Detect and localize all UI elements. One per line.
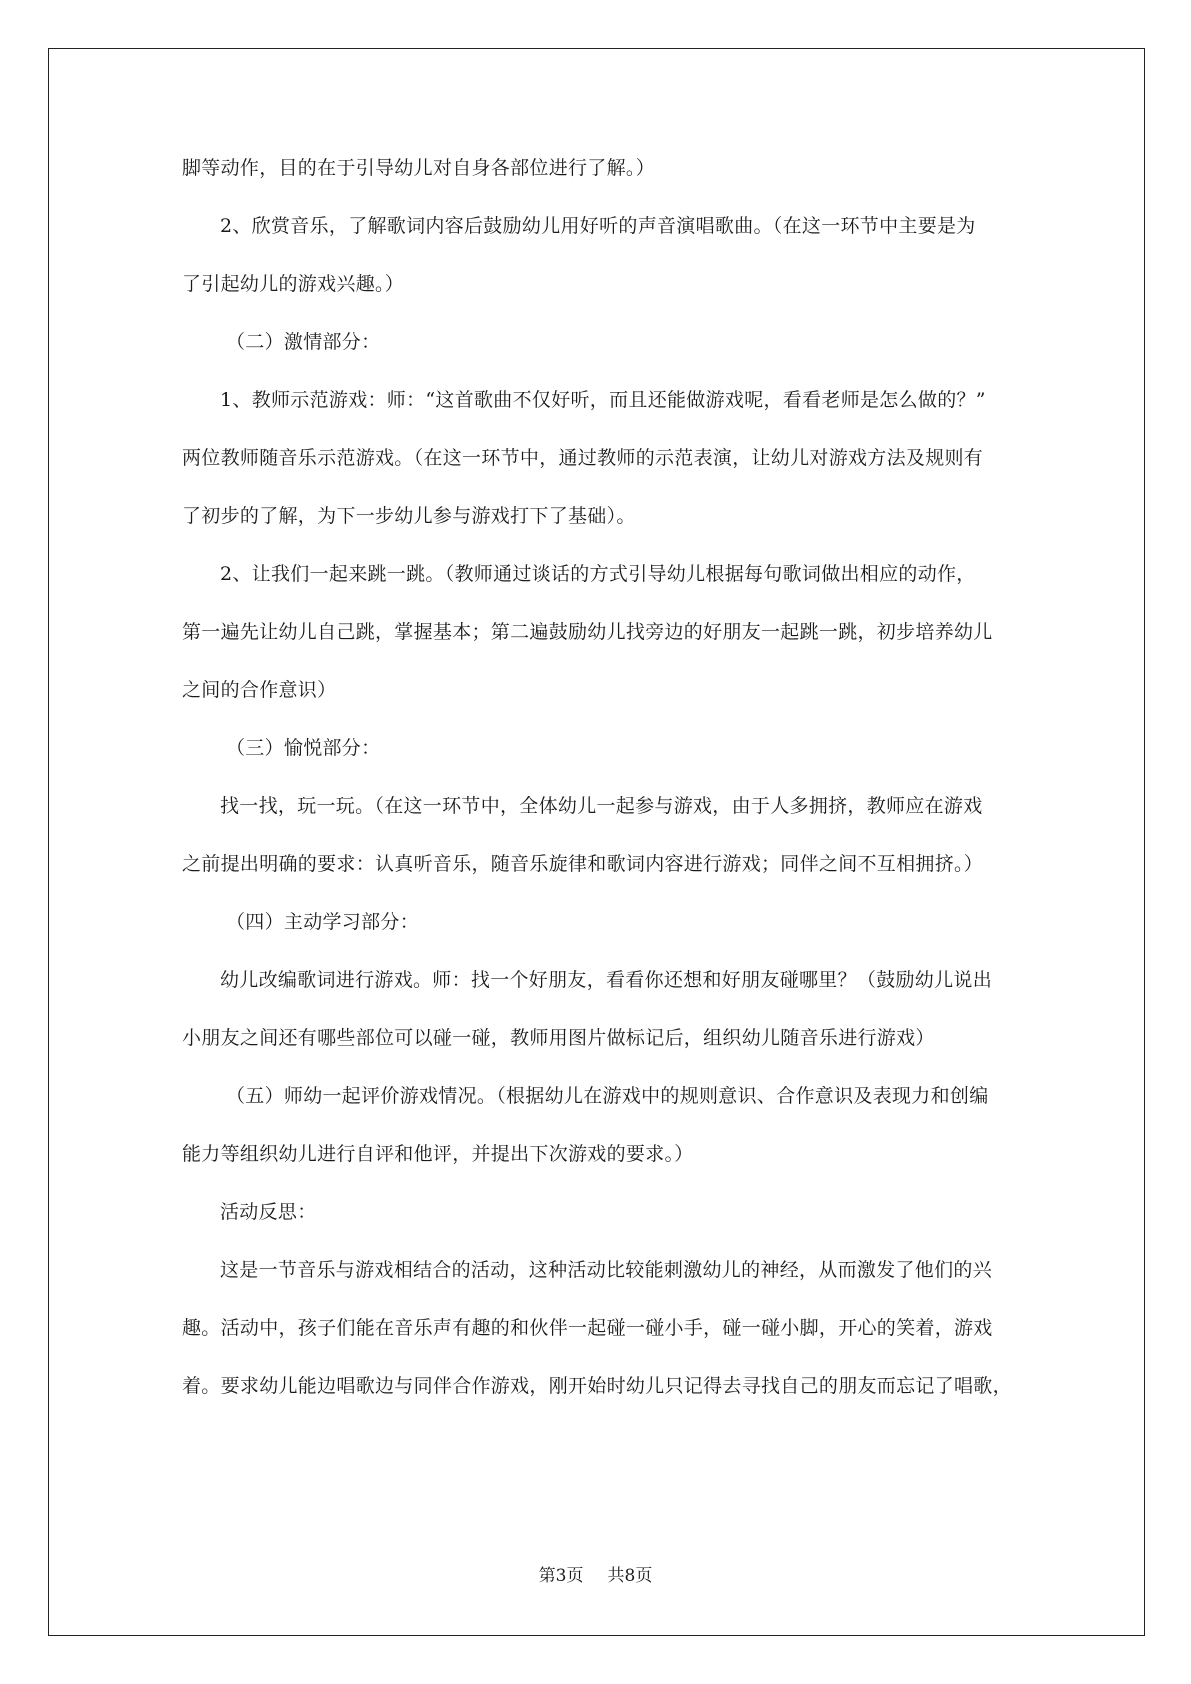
text-line: 小朋友之间还有哪些部位可以碰一碰，教师用图片做标记后，组织幼儿随音乐进行游戏） <box>182 1027 935 1049</box>
text-line: 之前提出明确的要求：认真听音乐，随音乐旋律和歌词内容进行游戏；同伴之间不互相拥挤。） <box>182 853 984 875</box>
text-line: 了引起幼儿的游戏兴趣。） <box>182 273 405 295</box>
text-line: 了初步的了解，为下一步幼儿参与游戏打下了基础）。 <box>182 505 636 527</box>
text-line: 能力等组织幼儿进行自评和他评，并提出下次游戏的要求。） <box>182 1143 694 1165</box>
text-line: 找一找，玩一玩。（在这一环节中，全体幼儿一起参与游戏，由于人多拥挤，教师应在游戏 <box>220 795 983 817</box>
text-line: 幼儿改编歌词进行游戏。师：找一个好朋友，看看你还想和好朋友碰哪里？（鼓励幼儿说出 <box>220 969 993 991</box>
text-line: 1、教师示范游戏：师：“这首歌曲不仅好听，而且还能做游戏呢，看看老师是怎么做的？” <box>220 389 986 411</box>
text-line: 脚等动作，目的在于引导幼儿对自身各部位进行了解。） <box>182 157 656 179</box>
text-line: 着。要求幼儿能边唱歌边与同伴合作游戏，刚开始时幼儿只记得去寻找自己的朋友而忘记了唱歌， <box>182 1375 1012 1397</box>
section-heading: 活动反思： <box>220 1201 317 1223</box>
text-line: 这是一节音乐与游戏相结合的活动，这种活动比较能刺激幼儿的神经，从而激发了他们的兴 <box>220 1259 993 1281</box>
section-heading: （四）主动学习部分： <box>226 911 420 933</box>
section-heading: （二）激情部分： <box>226 331 381 353</box>
section-heading: （三）愉悦部分： <box>226 737 381 759</box>
text-line: 之间的合作意识） <box>182 679 337 701</box>
page-footer <box>0 1565 1191 1587</box>
text-line: 第一遍先让幼儿自己跳，掌握基本；第二遍鼓励幼儿找旁边的好朋友一起跳一跳，初步培养幼儿 <box>182 621 993 643</box>
section-heading: （五）师幼一起评价游戏情况。（根据幼儿在游戏中的规则意识、合作意识及表现力和创编 <box>226 1085 989 1107</box>
page-number: 第3页 <box>538 1566 584 1586</box>
text-line: 趣。活动中，孩子们能在音乐声有趣的和伙伴一起碰一碰小手，碰一碰小脚，开心的笑着，游戏 <box>182 1317 993 1339</box>
page-total: 共8页 <box>607 1566 653 1586</box>
text-line: 2、欣赏音乐，了解歌词内容后鼓励幼儿用好听的声音演唱歌曲。（在这一环节中主要是为 <box>220 215 976 237</box>
text-line: 2、让我们一起来跳一跳。（教师通过谈话的方式引导幼儿根据每句歌词做出相应的动作， <box>220 563 976 585</box>
text-line: 两位教师随音乐示范游戏。（在这一环节中，通过教师的示范表演，让幼儿对游戏方法及规则有 <box>182 447 984 469</box>
